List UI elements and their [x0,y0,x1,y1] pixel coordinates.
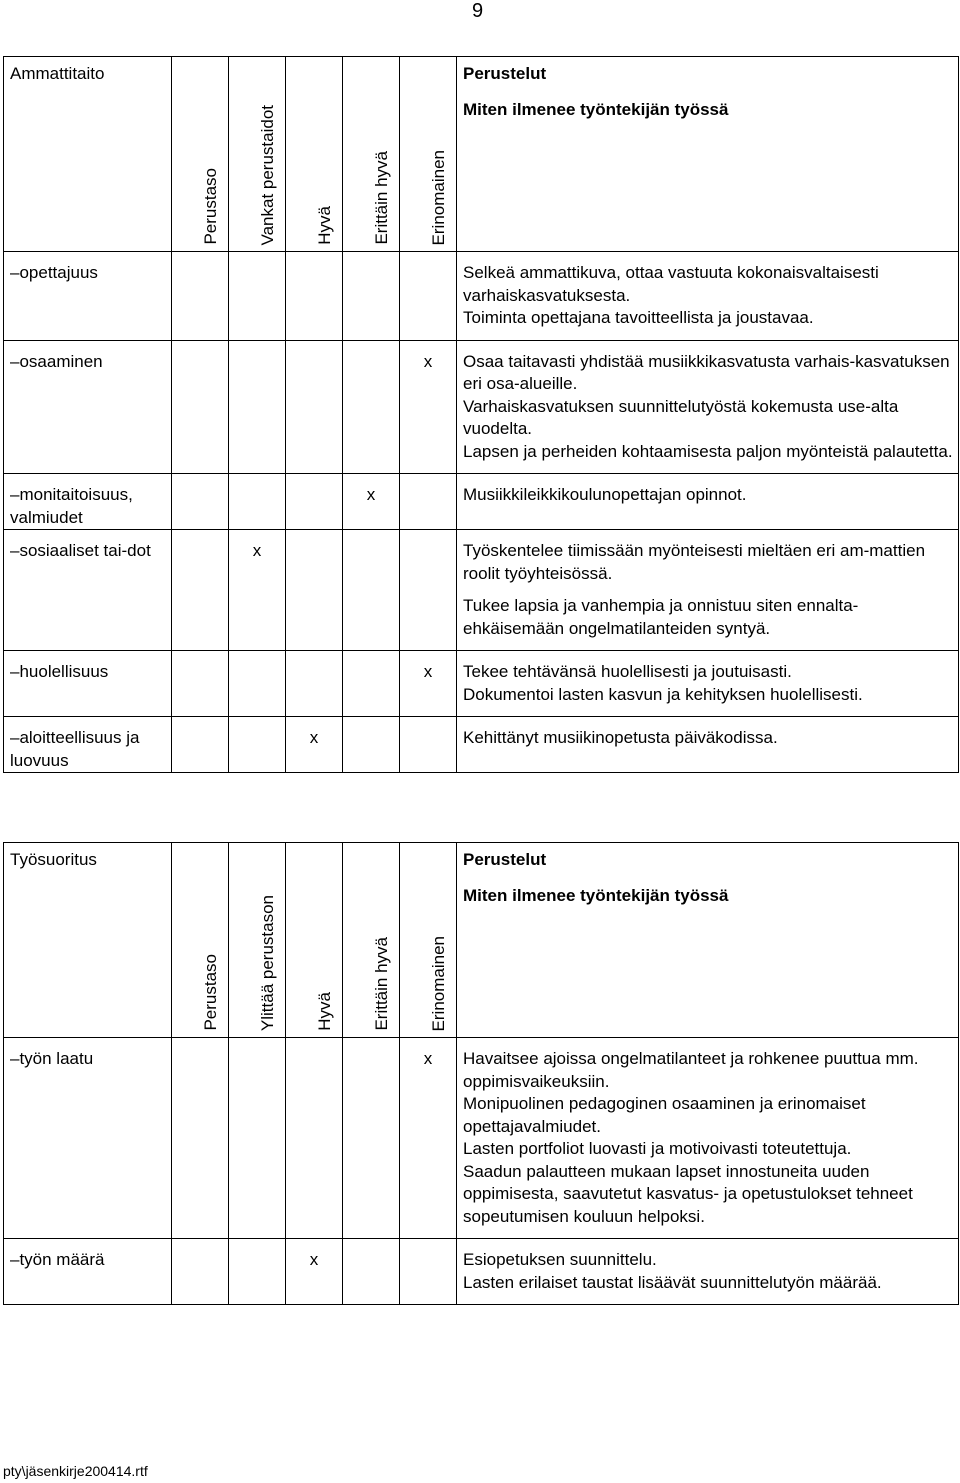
basis-text: Monipuolinen pedagoginen osaaminen ja erinomaiset opettajavalmiudet. [463,1094,866,1136]
level-mark-cell [343,651,400,717]
criterion-cell: –työn laatu [4,1038,172,1239]
level-mark-cell [172,717,229,773]
table-row [4,651,959,717]
basis-cell [457,252,959,341]
level-header: Perustaso [172,57,229,252]
criterion-cell: –sosiaaliset tai-dot [4,530,172,651]
table-title: Ammattitaito [4,57,172,252]
level-mark-cell: x [343,474,400,530]
performance-table [3,842,959,1305]
table-row [4,530,959,651]
table-row [4,474,959,530]
basis-text: Dokumentoi lasten kasvun ja kehityksen huolellisesti. [463,684,863,704]
level-mark-cell: x [400,1038,457,1239]
basis-cell [457,717,959,773]
criterion-cell: –opettajuus [4,252,172,341]
level-header: Perustaso [172,843,229,1038]
level-mark-cell [172,1239,229,1305]
level-mark-cell [343,530,400,651]
page-number: 9 [472,0,484,22]
table-row [4,717,959,773]
footer-filename: pty\jäsenkirje200414.rtf [3,1463,148,1479]
basis-header: Perustelut Miten ilmenee työntekijän työssä [457,57,959,252]
criterion-cell: –aloitteellisuus ja luovuus [4,717,172,773]
level-header: Hyvä [286,57,343,252]
basis-text: Havaitsee ajoissa ongelmatilanteet ja rohkenee puuttua mm. oppimisvaikeuksiin. [463,1049,919,1091]
basis-cell [457,530,959,651]
level-mark-cell [343,340,400,474]
level-mark-cell [229,340,286,474]
basis-cell [457,340,959,474]
table-title: Työsuoritus [4,843,172,1038]
level-mark-cell [286,651,343,717]
table-body [4,1038,959,1305]
competence-table [3,56,959,773]
basis-text: Lapsen ja perheiden kohtaamisesta paljon myönteistä palautetta. [463,441,953,461]
level-mark-cell: x [400,340,457,474]
basis-text: Esiopetuksen suunnittelu. [463,1250,657,1269]
level-header: Hyvä [286,843,343,1038]
criterion-cell: –osaaminen [4,340,172,474]
level-mark-cell [343,1239,400,1305]
level-mark-cell: x [286,717,343,773]
level-mark-cell [286,474,343,530]
level-mark-cell [400,474,457,530]
basis-text: Musiikkileikkikoulunopettajan opinnot. [463,485,747,504]
criterion-cell: –huolellisuus [4,651,172,717]
level-header: Erittäin hyvä [343,843,400,1038]
level-mark-cell [229,474,286,530]
level-header: Erinomainen [400,843,457,1038]
basis-cell [457,1038,959,1239]
level-mark-cell [172,340,229,474]
basis-cell [457,651,959,717]
level-mark-cell [400,717,457,773]
level-mark-cell [229,1038,286,1239]
level-header: Erittäin hyvä [343,57,400,252]
level-mark-cell [172,530,229,651]
table-row [4,252,959,341]
level-mark-cell [172,474,229,530]
level-mark-cell [343,717,400,773]
level-mark-cell [400,1239,457,1305]
table-row [4,1239,959,1305]
level-mark-cell [172,1038,229,1239]
level-mark-cell [286,1038,343,1239]
level-mark-cell [286,530,343,651]
level-mark-cell [343,1038,400,1239]
level-mark-cell: x [229,530,286,651]
criterion-cell: –työn määrä [4,1239,172,1305]
level-mark-cell [172,651,229,717]
level-header: Erinomainen [400,57,457,252]
basis-text: Lasten erilaiset taustat lisäävät suunnittelutyön määrää. [463,1272,882,1292]
level-mark-cell [400,530,457,651]
level-mark-cell [172,252,229,341]
level-mark-cell [229,651,286,717]
level-mark-cell [400,252,457,341]
basis-text: Tukee lapsia ja vanhempia ja onnistuu siten ennalta-ehkäisemään ongelmatilanteiden syntyä. [463,596,859,638]
criterion-cell: –monitaitoisuus, valmiudet [4,474,172,530]
basis-text: Varhaiskasvatuksen suunnittelutyöstä kokemusta use-alta vuodelta. [463,396,899,438]
basis-text: Toiminta opettajana tavoitteellista ja joustavaa. [463,308,814,327]
level-mark-cell [343,252,400,341]
table-row [4,340,959,474]
table-body [4,252,959,773]
table-row [4,1038,959,1239]
basis-text: Tekee tehtävänsä huolellisesti ja joutuisasti. [463,662,792,681]
level-mark-cell: x [400,651,457,717]
basis-cell [457,1239,959,1305]
basis-cell [457,474,959,530]
level-mark-cell [286,252,343,341]
level-header: Ylittää perustason [229,843,286,1038]
basis-text: Selkeä ammattikuva, ottaa vastuuta kokonaisvaltaisesti varhaiskasvatuksesta. [463,263,879,305]
level-mark-cell [229,717,286,773]
level-header: Vankat perustaidot [229,57,286,252]
level-mark-cell [229,252,286,341]
level-mark-cell: x [286,1239,343,1305]
basis-header: Perustelut Miten ilmenee työntekijän työssä [457,843,959,1038]
basis-text: Saadun palautteen mukaan lapset innostuneita uuden oppimisesta, saavutetut kasvatus- ja opetustulokset tehneet sopeutumisen kouluun helpoksi. [463,1161,913,1226]
level-mark-cell [286,340,343,474]
basis-text: Osaa taitavasti yhdistää musiikkikasvatusta varhais-kasvatuksen eri osa-alueille. [463,351,950,393]
basis-text: Kehittänyt musiikinopetusta päiväkodissa. [463,728,778,747]
level-mark-cell [229,1239,286,1305]
basis-text: Työskentelee tiimissään myönteisesti mieltäen eri am-mattien roolit työyhteisössä. [463,541,926,583]
basis-text: Lasten portfoliot luovasti ja motivoivasti toteutettuja. [463,1139,852,1158]
